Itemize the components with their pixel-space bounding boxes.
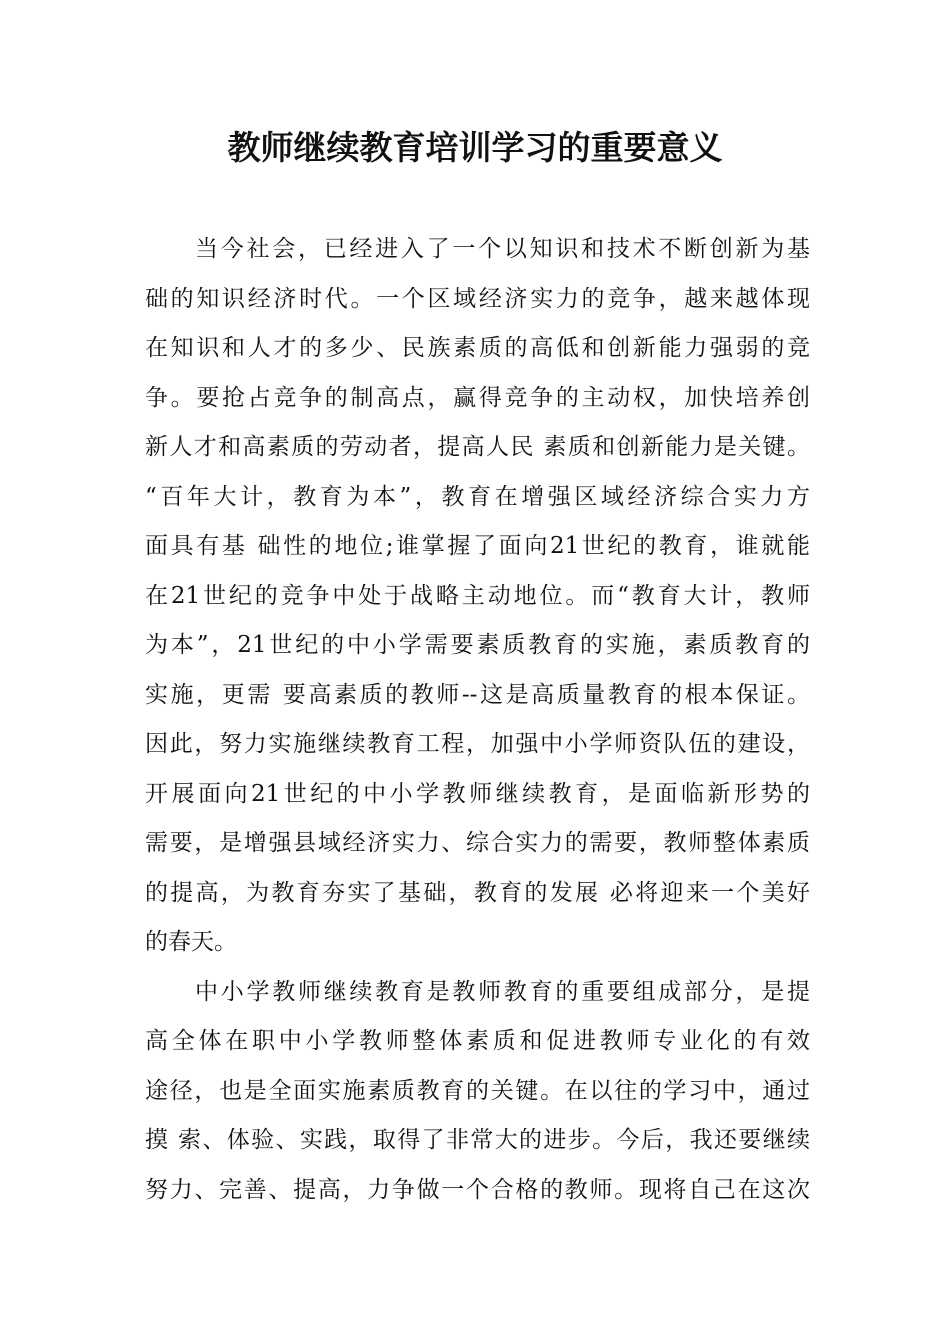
text-line: 在21世纪的竞争中处于战略主动地位。而“教育大计，教师 — [145, 582, 810, 609]
text-line: 高全体在职中小学教师整体素质和促进教师专业化的有效 — [145, 1028, 810, 1054]
text-line: 实施，更需 要高素质的教师--这是高质量教育的根本保证。 — [145, 681, 810, 708]
text-line: 础的知识经济时代。一个区域经济实力的竞争，越来越体现 — [145, 285, 810, 312]
text-line: 开展面向21世纪的中小学教师继续教育，是面临新形势的 — [145, 780, 810, 807]
document-body — [145, 225, 810, 1215]
text-line: 的春天。 — [145, 929, 237, 955]
text-line: 争。要抢占竞争的制高点，赢得竞争的主动权，加快培养创 — [145, 384, 810, 411]
text-line: 当今社会，已经进入了一个以知识和技术不断创新为基 — [195, 236, 810, 262]
document-title: 教师继续教育培训学习的重要意义 — [227, 128, 723, 167]
text-line: 在知识和人才的多少、民族素质的高低和创新能力强弱的竞 — [145, 335, 810, 361]
text-line: 的提高，为教育夯实了基础，教育的发展 必将迎来一个美好 — [145, 879, 810, 906]
text-line: 摸 索、体验、实践，取得了非常大的进步。今后，我还要继续 — [145, 1127, 810, 1153]
text-line: 因此，努力实施继续教育工程，加强中小学师资队伍的建设， — [145, 731, 810, 757]
text-line: 途径，也是全面实施素质教育的关键。在以往的学习中，通过 — [145, 1077, 810, 1104]
text-line: 面具有基 础性的地位;谁掌握了面向21世纪的教育，谁就能 — [145, 533, 810, 559]
text-line: 努力、完善、提高，力争做一个合格的教师。现将自己在这次 — [145, 1176, 810, 1203]
text-line: 中小学教师继续教育是教师教育的重要组成部分，是提 — [195, 978, 810, 1005]
text-line: 为本”，21世纪的中小学需要素质教育的实施，素质教育的 — [145, 632, 810, 658]
text-line: 新人才和高素质的劳动者，提高人民 素质和创新能力是关键。 — [145, 434, 810, 460]
text-line: 需要，是增强县域经济实力、综合实力的需要，教师整体素质 — [145, 830, 810, 856]
text-line: “百年大计，教育为本”，教育在增强区域经济综合实力方 — [145, 483, 810, 510]
